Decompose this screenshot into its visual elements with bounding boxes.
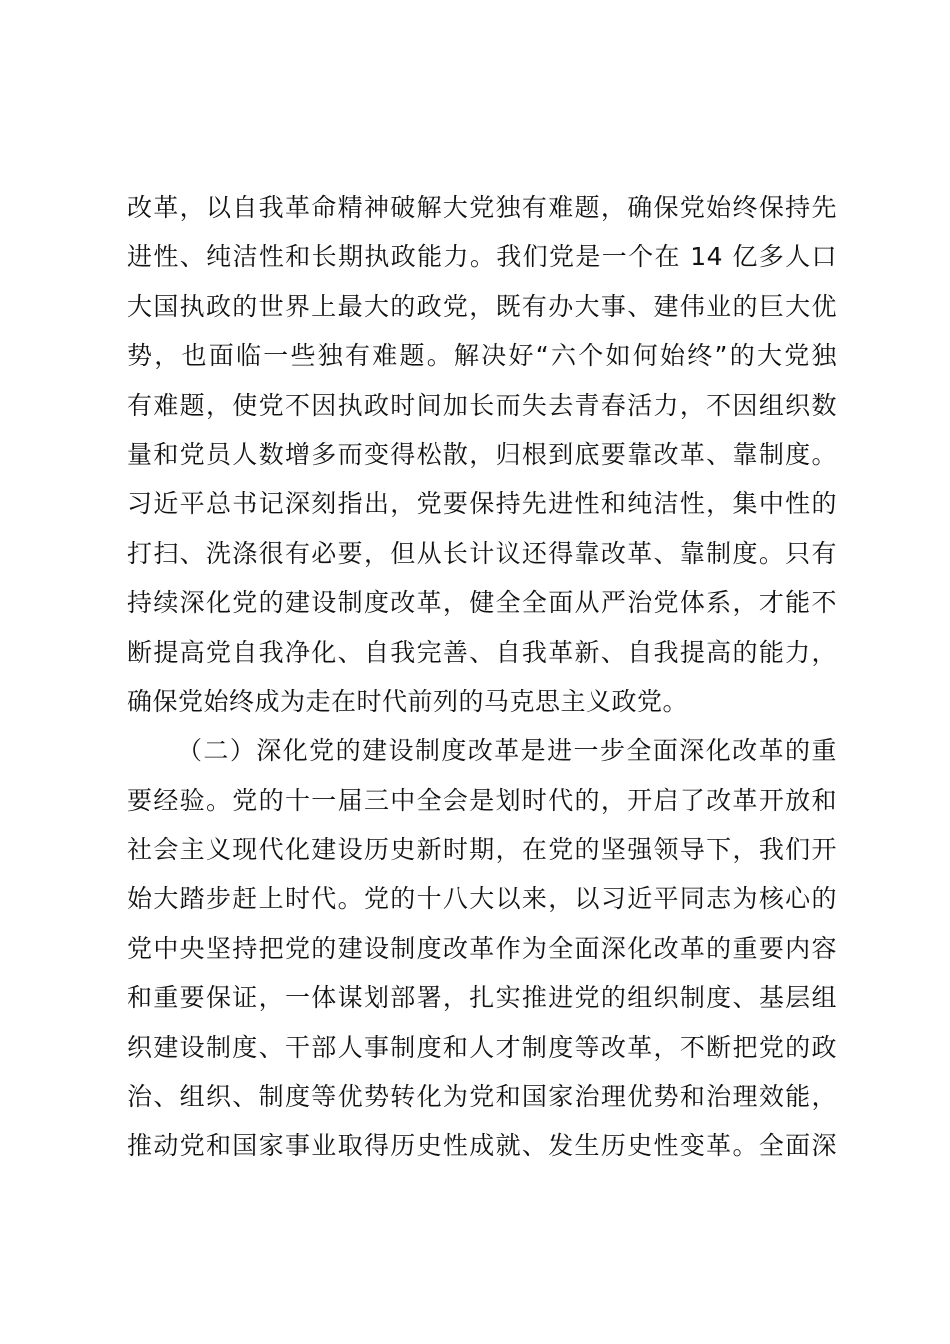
body-text: [127, 183, 837, 1171]
text-line: 量和党员人数增多而变得松散，归根到底要靠改革、靠制度。: [127, 439, 837, 469]
text-line: 和重要保证，一体谋划部署，扎实推进党的组织制度、基层组: [127, 983, 837, 1013]
paragraph-end-line: 确保党始终成为走在时代前列的马克思主义政党。: [127, 686, 689, 716]
text-line: 大国执政的世界上最大的政党，既有办大事、建伟业的巨大优: [127, 291, 837, 321]
text-line: 势，也面临一些独有难题。解决好“六个如何始终”的大党独: [127, 341, 837, 371]
text-line: 断提高党自我净化、自我完善、自我革新、自我提高的能力，: [127, 637, 837, 667]
text-line: 打扫、洗涤很有必要，但从长计议还得靠改革、靠制度。只有: [127, 538, 837, 568]
text-line: 党中央坚持把党的建设制度改革作为全面深化改革的重要内容: [127, 933, 837, 963]
text-line: 要经验。党的十一届三中全会是划时代的，开启了改革开放和: [127, 785, 837, 815]
text-line: 持续深化党的建设制度改革，健全全面从严治党体系，才能不: [127, 588, 837, 618]
text-line: 有难题，使党不因执政时间加长而失去青春活力，不因组织数: [127, 390, 837, 420]
text-line: 习近平总书记深刻指出，党要保持先进性和纯洁性，集中性的: [127, 489, 837, 519]
text-line: 织建设制度、干部人事制度和人才制度等改革，不断把党的政: [127, 1032, 837, 1062]
text-line: 治、组织、制度等优势转化为党和国家治理优势和治理效能，: [127, 1082, 837, 1112]
text-line: 改革，以自我革命精神破解大党独有难题，确保党始终保持先: [127, 193, 837, 222]
text-line: 进性、纯洁性和长期执政能力。我们党是一个在 14 亿多人口: [127, 242, 837, 272]
section-heading-line: （二）深化党的建设制度改革是进一步全面深化改革的重: [177, 736, 837, 766]
text-line: 始大踏步赶上时代。党的十八大以来，以习近平同志为核心的: [127, 884, 837, 914]
text-line: 社会主义现代化建设历史新时期，在党的坚强领导下，我们开: [127, 835, 837, 865]
text-line: 推动党和国家事业取得历史性成就、发生历史性变革。全面深: [127, 1131, 837, 1161]
